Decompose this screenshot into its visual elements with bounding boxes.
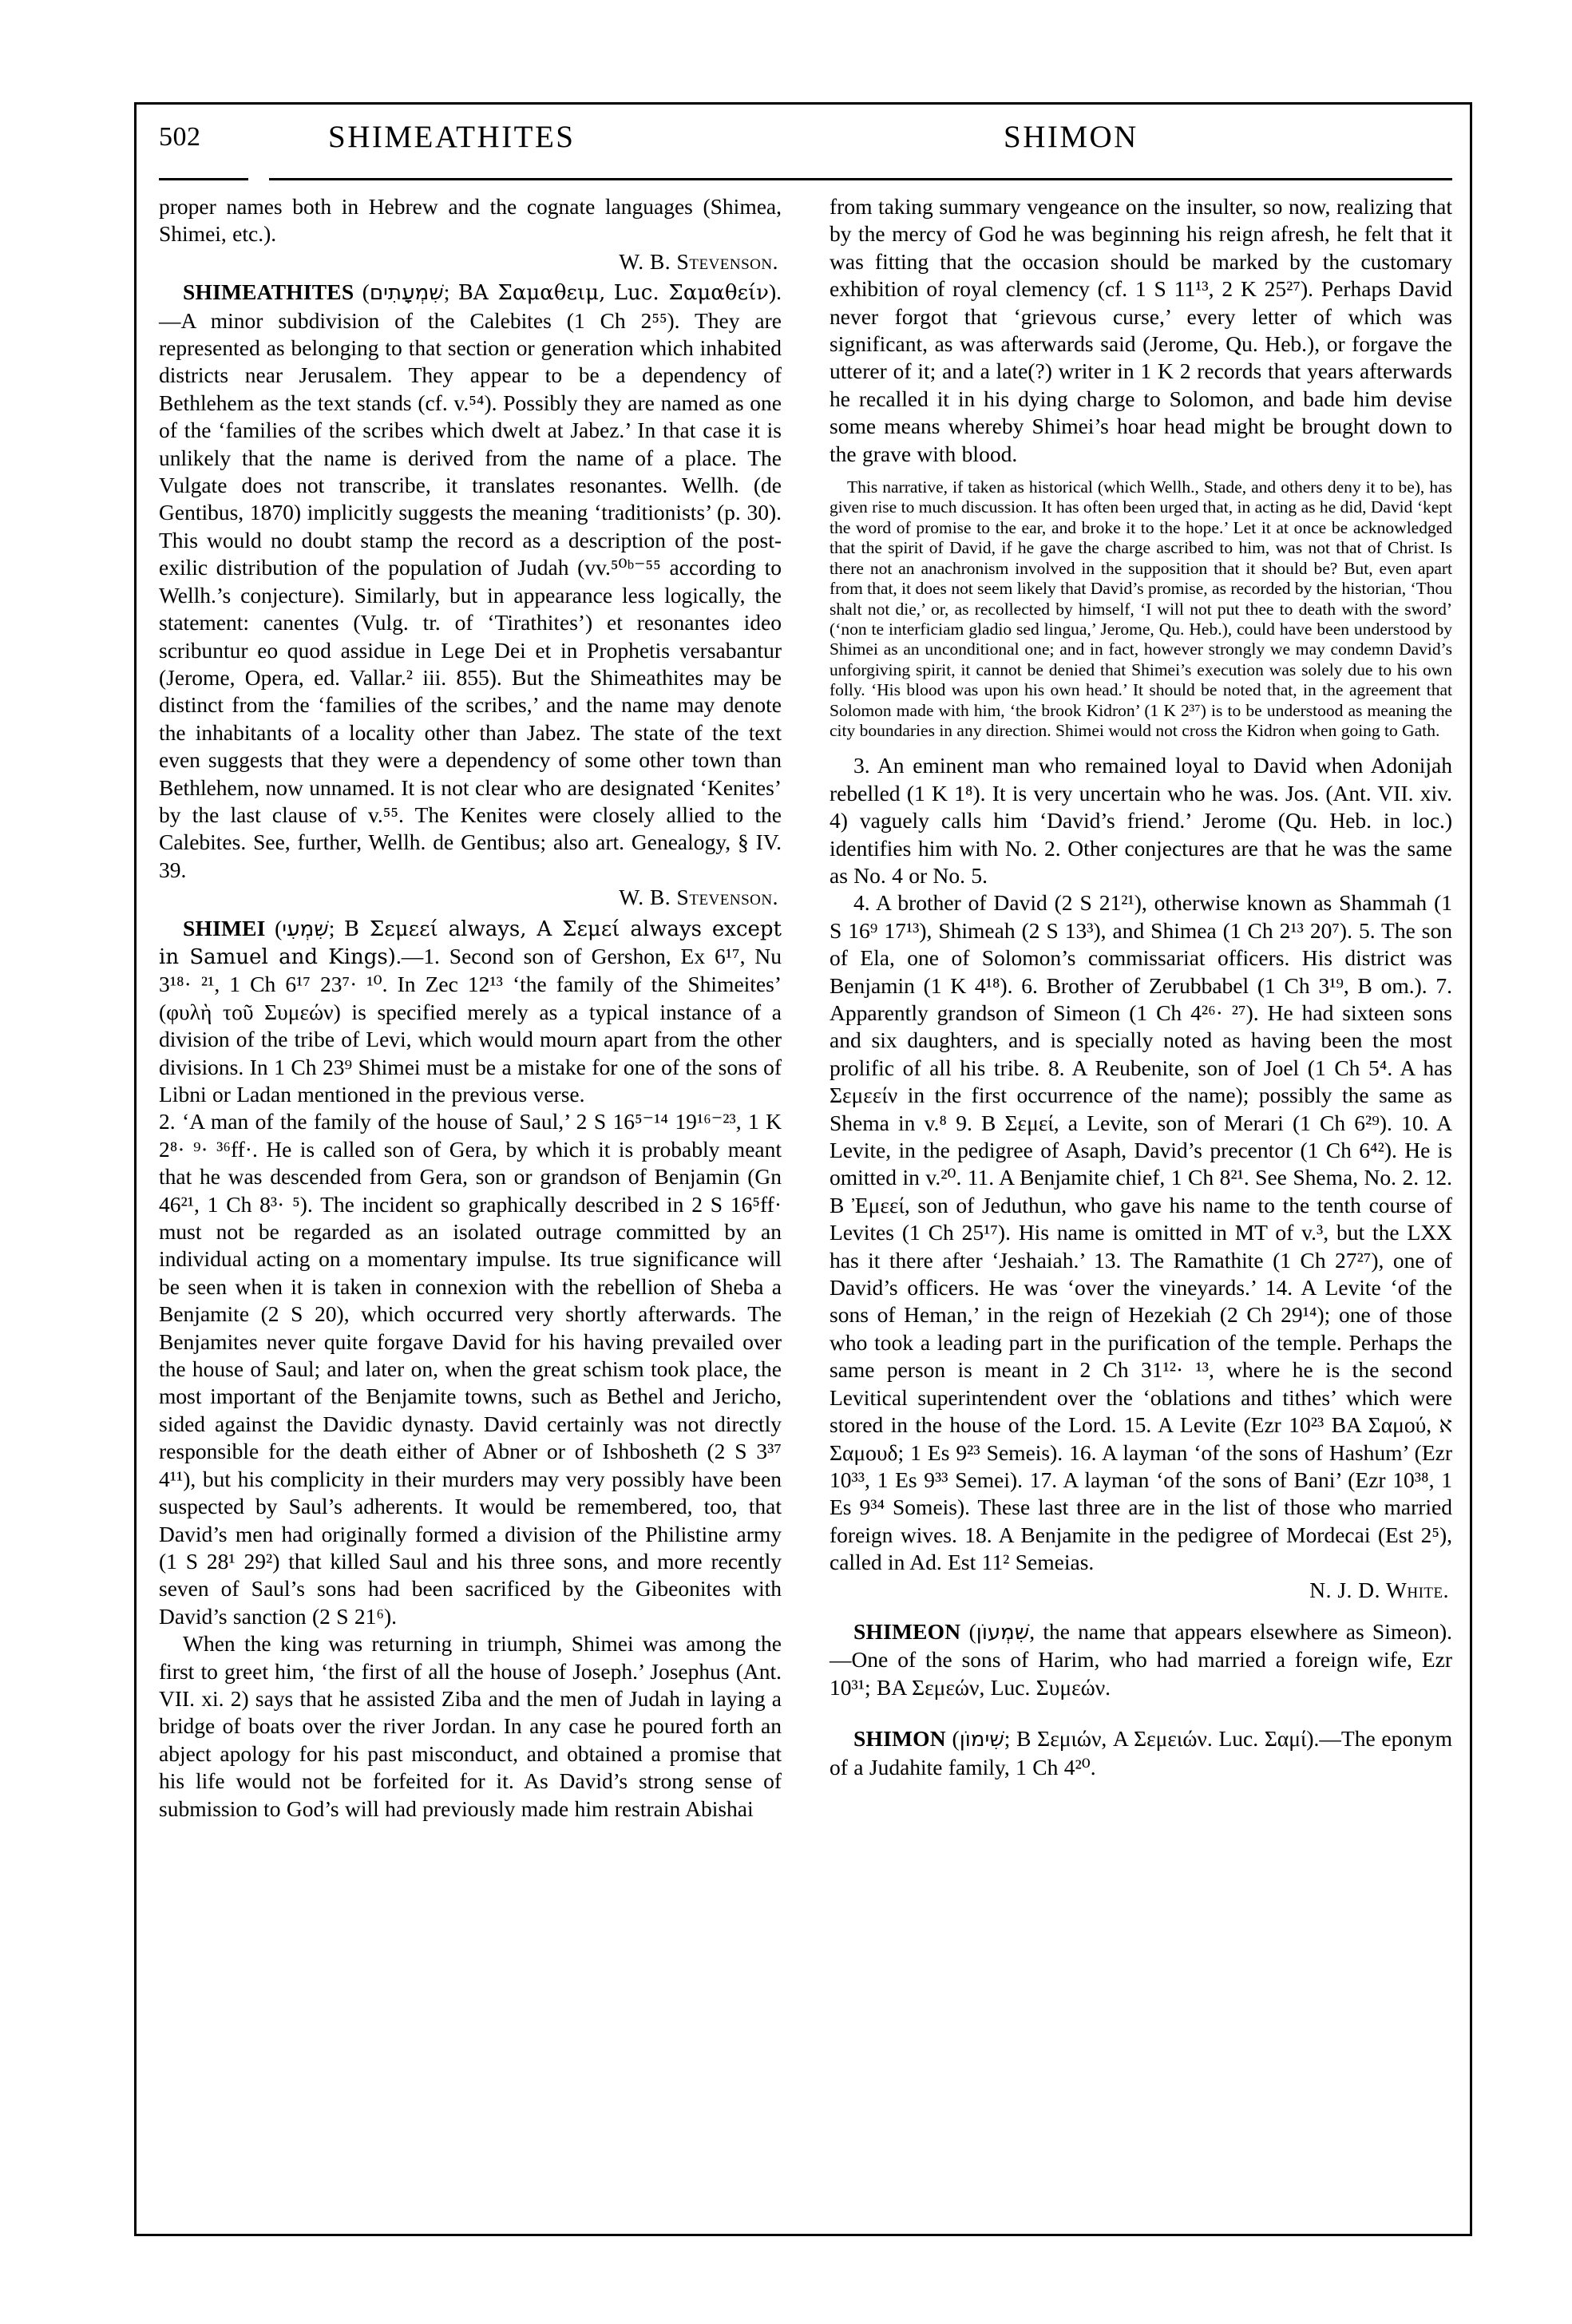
sense-3-shimei: 3. An eminent man who remained loyal to David when Adonijah rebelled (1 K 1⁸). It is very uncertain who he was. Jos. (Ant. VII. xiv. 4) vaguely calls him ‘David’s friend.’ Jerome (Qu. Heb. in loc.) identifies him with No. 2. Other conjectures are that he was the same as No. 4 or No. 5. — [830, 753, 1452, 888]
paren-open: ( — [945, 1726, 960, 1752]
sense-1-shimei: .—1. Second son of Gershon, Ex 6¹⁷, Nu 3¹⁸· ²¹, 1 Ch 6¹⁷ 23⁷· ¹⁰. In Zec 12¹³ ‘the family of the Shimeites’ (φυλὴ τοῦ Συμεών) is specified merely as a typical instance of a division of the tribe of Levi, which would mourn apart from the other divisions. In 1 Ch 23⁹ Shimei must be a mistake for one of the sons of Libni or Ladan mentioned in the previous verse. — [159, 943, 782, 1107]
greek-luc-shimeathites: Luc. Σαμαθείν — [613, 281, 769, 306]
body-shimeathites: ).—A minor subdivision of the Calebites (1 Ch 2⁵⁵). They are represented as belonging to that section or generation which inhabited districts near Jerusalem. They appear to be a dependency of Bethlehem as the text stands (cf. v.⁵⁴). Possibly they are named as one of the ‘families of the scribes which dwelt at Jabez.’ In that case it is unlikely that the name is derived from the name of a place. The Vulgate does not transcribe, it translates resonantes. Wellh. (de Gentibus, 1870) implicitly suggests the meaning ‘traditionists’ (p. 30). This would no doubt stamp the record as a description of the post-exilic distribution of the population of Judah (vv.⁵⁰ᵇ⁻⁵⁵ according to Wellh.’s conjecture). Similarly, but in appearance less logically, the statement: canentes (Vulg. tr. of ‘Tirathites’) et resonantes ideo scribuntur eo quod assidue in Lege Dei et in Prophetis versabantur (Jerome, Opera, ed. Vallar.² iii. 855). But the Shimeathites may be distinct from the ‘families of the scribes,’ and the name may denote the inhabitants of a locality other than Jabez. The state of the text even suggests that they were a dependency of some other town than Bethlehem, now unnamed. It is not clear who are designated ‘Kenites’ by the last clause of v.⁵⁵. The Kenites were closely allied to the Calebites. See, further, Wellh. de Gentibus; also art. Genealogy, § IV. 39. — [159, 279, 782, 882]
paren-open: ( — [960, 1618, 976, 1644]
body-shimeon: , the name that appears elsewhere as Simeon).—One of the sons of Harim, who had married a foreign wife, Ezr 10³¹; BA Σεμεών, Luc. Συμεών. — [830, 1618, 1452, 1700]
page-content — [159, 116, 1452, 2223]
hebrew-shimeathites: שִׁמְעָתִים — [369, 281, 444, 306]
headword-shimeon: SHIMEON — [853, 1618, 961, 1644]
running-head-left: SHIMEATHITES — [328, 120, 576, 154]
sense-2b-shimei: When the king was returning in triumph, Shimei was among the first to greet him, ‘the first of all the house of Joseph.’ Josephus (Ant. VII. xi. 2) says that he assisted Ziba and the men of Judah in laying a bridge of boats over the river Jordan. In any case he poured forth an abject apology for his past misconduct, and obtained a promise that his life would not be forfeited for it. As David’s strong sense of submission to God’s will had previously made him restrain Abishai — [159, 1631, 782, 1821]
paren-open: ( — [265, 915, 283, 940]
carryover-paragraph-left: proper names both in Hebrew and the cognate languages (Shimea, Shimei, etc.). — [159, 194, 782, 247]
semicolon: ; — [328, 915, 344, 940]
senses-4-to-18-shimei: 4. A brother of David (2 S 21²¹), otherwise known as Shammah (1 S 16⁹ 17¹³), Shimeah (2 S 13³), and Shimea (1 Ch 2¹³ 20⁷). 5. The son of Ela, one of Solomon’s commissariat officers. His district was Benjamin (1 K 4¹⁸). 6. Brother of Zerubbabel (1 Ch 3¹⁹, B om.). 7. Apparently grandson of Simeon (1 Ch 4²⁶· ²⁷). He had sixteen sons and six daughters, and is specially noted as having been the most prolific of all his tribe. 8. A Reubenite, son of Joel (1 Ch 5⁴. A has Σεμεείν in the first occurrence of the name); possibly the same as Shema in v.⁸ 9. B Σεμεί, a Levite, son of Merari (1 Ch 6²⁹). 10. A Levite, in the pedigree of Asaph, David’s precentor (1 Ch 6⁴²). He is omitted in v.²⁰. 11. A Benjamite chief, 1 Ch 8²¹. See Shema, No. 2. 12. B Ἐμεεί, son of Jeduthun, who gave his name to the tenth course of Levites (1 Ch 25¹⁷). His name is omitted in MT of v.³, but the LXX has it there after ‘Jeshaiah.’ 13. The Ramathite (1 Ch 27²⁷), one of David’s officers. He was ‘over the vineyards.’ 14. A Levite ‘of the sons of Heman,’ in the reign of Hezekiah (2 Ch 29¹⁴); one of those who took a leading part in the purification of the temple. Perhaps the same person is meant in 2 Ch 31¹²· ¹³, where he is the second Levitical superintendent over the ‘oblations and tithes’ which were stored in the house of the Lord. 15. A Levite (Ezr 10²³ BA Σαμού, א Σαμουδ; 1 Es 9²³ Semeis). 16. A layman ‘of the sons of Hashum’ (Ezr 10³³, 1 Es 9³³ Semei). 17. A layman ‘of the sons of Bani’ (Ezr 10³⁸, 1 Es 9³⁴ Someis). These last three are in the list of those who married foreign wives. 18. A Benjamite in the pedigree of Mordecai (Est 2⁵), called in Ad. Est 11² Semeias. — [830, 890, 1452, 1575]
entry-spacer — [830, 1604, 1452, 1615]
page-border — [134, 102, 1472, 2236]
two-column-body — [159, 193, 1452, 1823]
hebrew-shimon: שִׁימוֹן — [959, 1728, 1004, 1752]
entry-shimon — [830, 1725, 1452, 1781]
header-rule-right-segment — [269, 178, 1452, 180]
headword-shimon: SHIMON — [853, 1726, 946, 1752]
right-column — [830, 193, 1452, 1823]
entry-spacer — [830, 1701, 1452, 1722]
byline-stevenson-1: W. B. Stevenson. — [619, 248, 778, 274]
byline-stevenson-2: W. B. Stevenson. — [619, 885, 778, 910]
page-number: 502 — [159, 122, 201, 152]
left-column — [159, 193, 782, 1823]
greek-ba-shimeathites: BA Σαμαθειμ, — [457, 281, 606, 306]
entry-shimei — [159, 915, 782, 1823]
byline-white: N. J. D. White. — [1309, 1577, 1449, 1602]
semicolon: ; — [443, 279, 458, 305]
entry-shimeon — [830, 1618, 1452, 1701]
small-print-note: This narrative, if taken as historical (which Wellh., Stade, and others deny it to be), has given rise to much discussion. It has often been urged that, in acting as he did, David ‘kept the word of promise to the ear, and broke it to the hope.’ Let it at once be acknowledged that the spirit of David, if he gave the charge ascribed to him, was not that of Christ. Is there not an anachronism involved in the supposition that it should be? But, even apart from that, it does not seem likely that David’s promise, as recorded by the historian, ‘Thou shalt not die,’ or, as recollected by himself, ‘I will not put thee to death with the sword’ (‘non te interficiam gladio sed lingua,’ Jerome, Qu. Heb.), could have been understood by Shimei as an unconditional one; and in fact, however strongly we may condemn David’s unforgiving spirit, it cannot be denied that Shimei’s execution was solely due to his own folly. ‘His blood was upon his own head.’ It should be noted that, in the agreement that Solomon made with him, ‘the brook Kidron’ (1 K 2³⁷) is to be understood as meaning the city boundaries in any direction. Shimei would not cross the Kidron when going to Gath. — [830, 477, 1452, 740]
header-rule-left-segment — [159, 178, 248, 180]
paren-open: ( — [354, 279, 370, 305]
running-head-right: SHIMON — [1004, 120, 1138, 154]
headword-shimeathites: SHIMEATHITES — [183, 279, 354, 305]
hebrew-shimeon: שִׁמְעוֹן — [976, 1620, 1030, 1645]
carryover-paragraph-right: from taking summary vengeance on the insulter, so now, realizing that by the mercy of God he was beginning his reign afresh, he felt that it was fitting that the occasion should be marked by the customary exhibition of royal clemency (cf. 1 S 11¹³, 2 K 25²⁷). Perhaps David never forgot that ‘grievous curse,’ every letter of which was significant, as was afterwards said (Jerome, Qu. Heb.), or forgave the utterer of it; and a late(?) writer in 1 K 2 records that years afterwards he recalled it in his dying charge to Solomon, and bade him devise some means whereby Shimei’s hoar head might be brought down to the grave with blood. — [830, 194, 1452, 466]
headword-shimei: SHIMEI — [183, 915, 266, 940]
header-rule — [159, 178, 1452, 180]
sense-2-shimei: 2. ‘A man of the family of the house of Saul,’ 2 S 16⁵⁻¹⁴ 19¹⁶⁻²³, 1 K 2⁸· ⁹· ³⁶ff·. He is called son of Gera, by which it is probably meant that he was descended from Gera, son or grandson of Benjamin (Gn 46²¹, 1 Ch 8³· ⁵). The incident so graphically described in 2 S 16⁵ff· must not be regarded as an isolated outrage committed by an individual acting on a momentary impulse. Its true significance will be seen when it is taken in connexion with the rebellion of Sheba a Benjamite (2 S 20), which occurred very shortly afterwards. The Benjamites never quite forgave David for his having prevailed over the house of Saul; and later on, when the great schism took place, the most important of the Benjamite towns, such as Bethel and Jericho, sided against the Davidic dynasty. David certainly was not directly responsible for the death either of Abner or of Ishbosheth (2 S 3³⁷ 4¹¹), but his complicity in their murders may very possibly have been suspected by Saul’s adherents. It would be remembered, too, that David’s men had originally formed a division of the Philistine army (1 S 28¹ 29²) that killed Saul and his three sons, and more recently seven of Saul’s sons had been sacrificed by the Gibeonites with David’s sanction (2 S 21⁶). — [159, 1109, 782, 1629]
running-head — [159, 116, 1452, 173]
greek-shimei: B Σεμεεί always, A Σεμεί always except in Samuel and Kings) — [159, 917, 782, 969]
entry-shimeathites — [159, 279, 782, 884]
hebrew-shimei: שִׁמְעִי — [282, 917, 329, 941]
body-shimon: ; B Σεμιών, A Σεμειών. Luc. Σαμί).—The eponym of a Judahite family, 1 Ch 4²⁰. — [830, 1726, 1452, 1780]
